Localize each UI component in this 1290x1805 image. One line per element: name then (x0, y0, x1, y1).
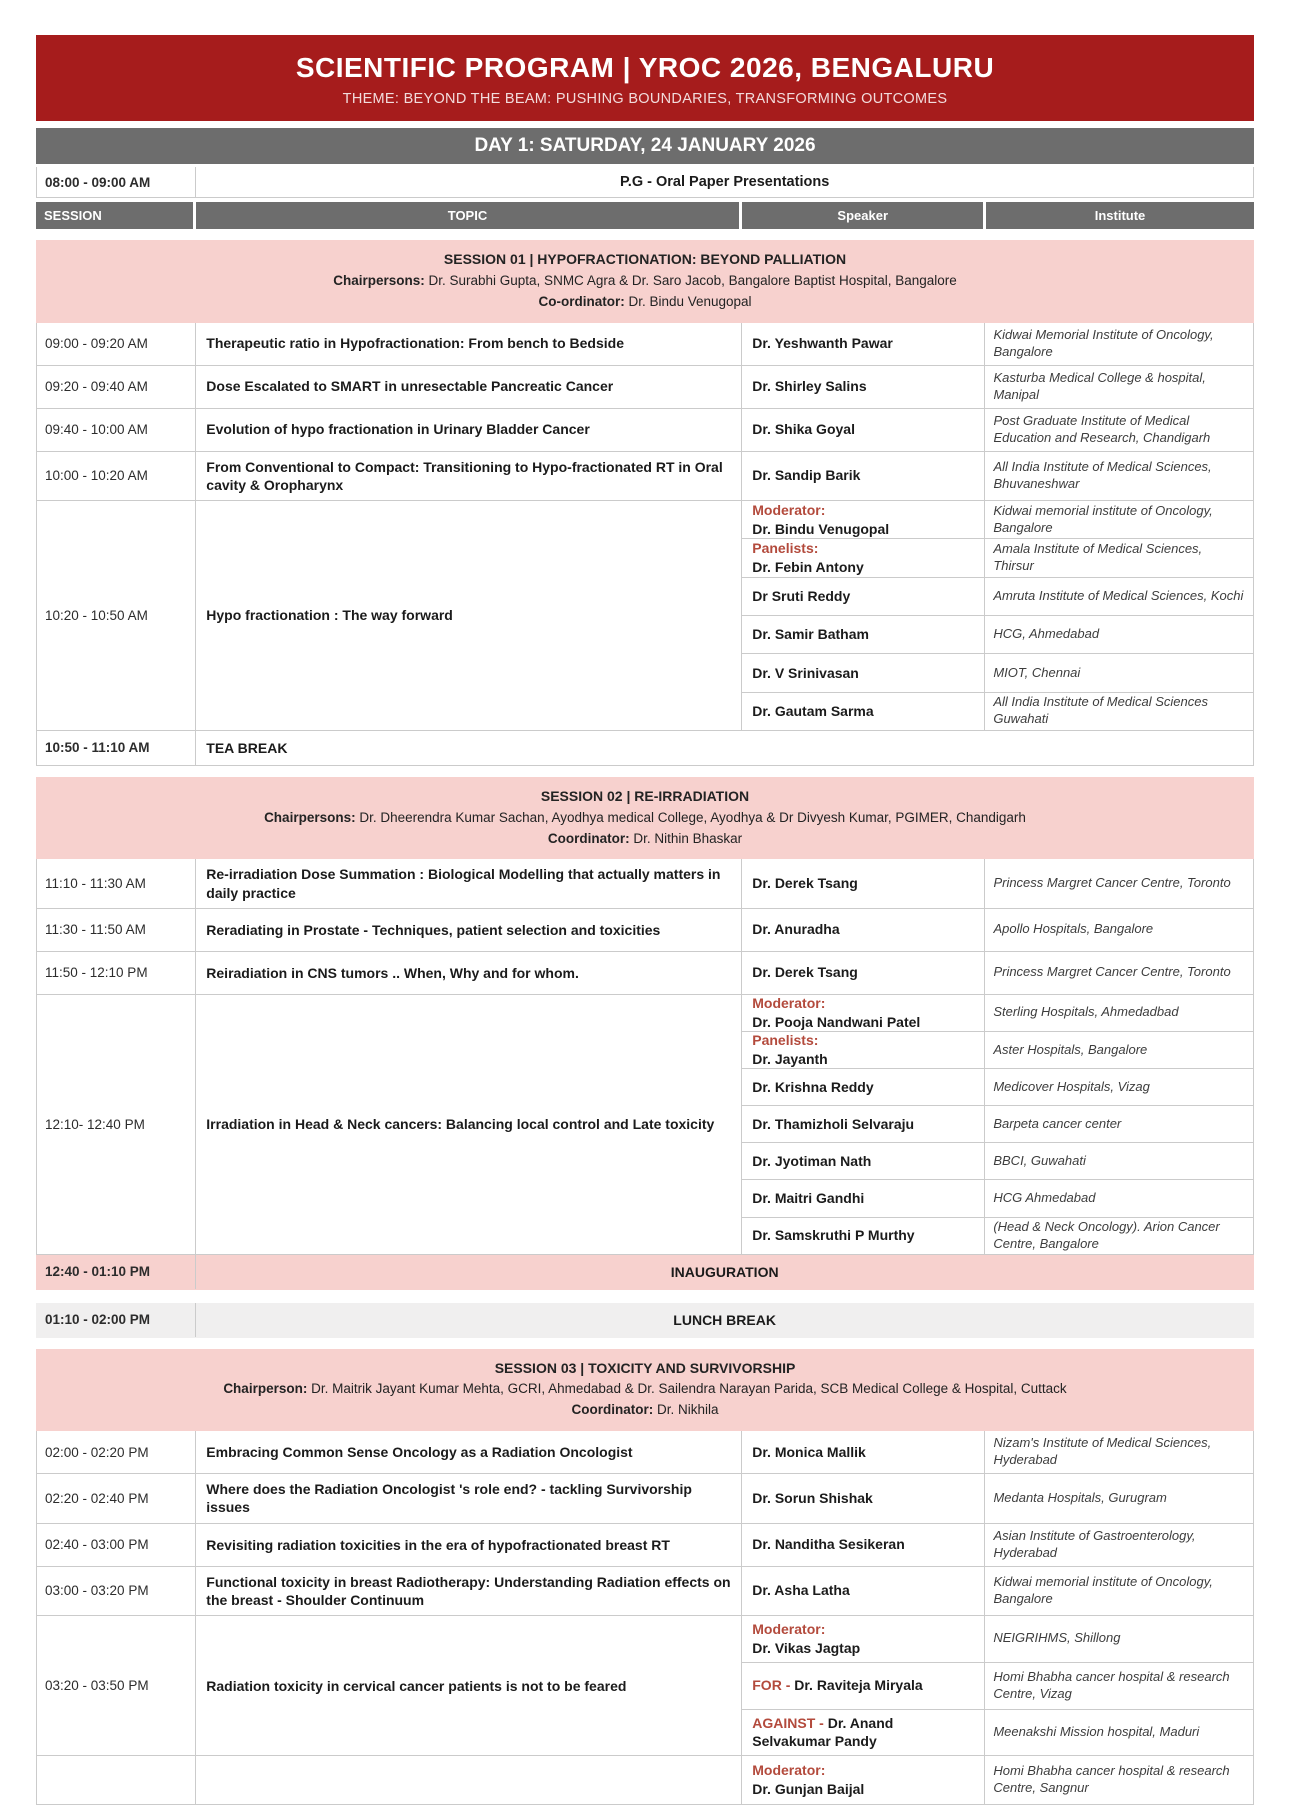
session-role-line: Coordinator: Dr. Nikhila (571, 1402, 719, 1418)
talk-topic: From Conventional to Compact: Transitioning to Hypo-fractionated RT in Oral cavity & Oropharynx (196, 452, 742, 500)
panel-member-row (742, 578, 1253, 616)
session-header-band (36, 777, 1254, 860)
panel-member-institute: (Head & Neck Oncology). Arion Cancer Centre, Bangalore (993, 1218, 1220, 1251)
panel-member-row (742, 654, 1253, 692)
panel-member-institute: Barpeta cancer center (993, 1115, 1122, 1131)
session-title: SESSION 02 | RE-IRRADIATION (540, 787, 750, 804)
session-title: SESSION 03 | TOXICITY AND SURVIVORSHIP (494, 1359, 796, 1376)
panel-row (36, 1756, 1254, 1805)
panel-member-institute: MIOT, Chennai (993, 664, 1081, 680)
pre-session-text: P.G - Oral Paper Presentations (620, 174, 830, 190)
session-role-line: Chairperson: Dr. Maitrik Jayant Kumar Mehta, GCRI, Ahmedabad & Dr. Sailendra Narayan Parida, SCB Medical College & Hospital, Cuttack (223, 1381, 1067, 1397)
panel-member-text (752, 587, 850, 606)
talk-speaker: Dr. Derek Tsang (742, 859, 985, 907)
talk-time: 11:10 - 11:30 AM (37, 859, 196, 907)
break-time: 10:50 - 11:10 AM (37, 731, 196, 765)
talk-institute: Kasturba Medical College & hospital, Manipal (993, 369, 1206, 402)
panel-member-speaker (742, 578, 985, 615)
panel-member-name: Dr. Samskruthi P Murthy (752, 1227, 915, 1244)
column-header-row (36, 202, 1254, 229)
session-role-line: Chairpersons: Dr. Dheerendra Kumar Sachan, Ayodhya medical College, Ayodhya & Dr Divyesh Kumar, PGIMER, Chandigarh (264, 809, 1026, 825)
talk-speaker: Dr. Yeshwanth Pawar (742, 323, 985, 365)
talk-institute: Asian Institute of Gastroenterology, Hyderabad (993, 1527, 1196, 1560)
panel-member-row (742, 1218, 1253, 1254)
panel-member-name: Dr. Samir Batham (752, 626, 869, 643)
panel-topic (196, 1756, 742, 1804)
talk-institute: Medanta Hospitals, Gurugram (993, 1490, 1167, 1505)
panel-member-name: Dr. Pooja Nandwani Patel (752, 1013, 921, 1030)
panel-member-name: Dr. V Srinivasan (752, 664, 859, 681)
talk-row (36, 1567, 1254, 1616)
talk-row (36, 1524, 1254, 1567)
talk-time: 03:00 - 03:20 PM (37, 1567, 196, 1615)
panel-member-institute: Medicover Hospitals, Vizag (993, 1078, 1150, 1094)
panel-row (36, 501, 1254, 731)
session-header-band (36, 1349, 1254, 1432)
column-header-institute: Institute (986, 202, 1254, 229)
panel-member-name: Dr. Bindu Venugopal (752, 520, 890, 537)
panel-member-row (742, 1756, 1253, 1804)
panel-member-institute: HCG Ahmedabad (993, 1190, 1096, 1206)
panel-member-name: Dr. Anand Selvakumar Pandy (752, 1714, 894, 1750)
panel-member-row (742, 1106, 1253, 1143)
break-time: 01:10 - 02:00 PM (37, 1303, 196, 1337)
talk-time: 11:50 - 12:10 PM (37, 952, 196, 994)
break-label: INAUGURATION (670, 1263, 779, 1280)
panel-topic: Radiation toxicity in cervical cancer patients is not to be feared (196, 1616, 742, 1755)
talk-institute: Apollo Hospitals, Bangalore (993, 921, 1154, 937)
panel-member-text (752, 1761, 864, 1799)
talk-topic: Therapeutic ratio in Hypofractionation: From bench to Bedside (196, 323, 742, 365)
panel-member-speaker (742, 501, 985, 538)
talk-time: 10:00 - 10:20 AM (37, 452, 196, 500)
talk-topic: Embracing Common Sense Oncology as a Radiation Oncologist (196, 1431, 742, 1473)
page-title: SCIENTIFIC PROGRAM | YROC 2026, BENGALURU (295, 52, 995, 83)
panel-topic: Irradiation in Head & Neck cancers: Balancing local control and Late toxicity (196, 995, 742, 1254)
panel-member-institute: Aster Hospitals, Bangalore (993, 1041, 1148, 1057)
panel-member-institute: Amala Institute of Medical Sciences, Thirsur (993, 541, 1203, 573)
talk-topic: Dose Escalated to SMART in unresectable Pancreatic Cancer (196, 366, 742, 408)
panel-time: 12:10- 12:40 PM (37, 995, 196, 1254)
talk-time: 09:00 - 09:20 AM (37, 323, 196, 365)
panel-member-speaker (742, 1069, 985, 1105)
session-role-label: Chairpersons: (264, 809, 356, 825)
panel-member-speaker (742, 1756, 985, 1804)
panel-member-text (752, 702, 873, 721)
talk-speaker: Dr. Sandip Barik (742, 452, 985, 500)
panel-member-institute: Kidwai memorial institute of Oncology, Bangalore (993, 502, 1213, 535)
panel-member-row (742, 1710, 1253, 1756)
panel-member-text (752, 1078, 873, 1097)
panel-role-label: Moderator: (752, 995, 826, 1011)
panel-member-institute: Amruta Institute of Medical Sciences, Kochi (993, 587, 1244, 603)
talk-speaker: Dr. Monica Mallik (742, 1431, 985, 1473)
panel-member-text (752, 994, 920, 1032)
panel-member-speaker (742, 1710, 985, 1756)
panel-member-speaker (742, 693, 985, 730)
session-role-label: Chairperson: (223, 1381, 308, 1397)
talk-row (36, 859, 1254, 908)
panel-topic: Hypo fractionation : The way forward (196, 501, 742, 730)
panel-member-speaker (742, 539, 985, 576)
session-role-line: Coordinator: Dr. Nithin Bhaskar (547, 830, 743, 846)
talk-institute: Post Graduate Institute of Medical Education and Research, Chandigarh (993, 412, 1211, 445)
session-role-line: Co-ordinator: Dr. Bindu Venugopal (538, 293, 752, 309)
panel-member-text (752, 1714, 974, 1752)
panel-member-text (752, 1115, 914, 1134)
talk-institute: Princess Margret Cancer Centre, Toronto (993, 875, 1231, 891)
talk-row (36, 909, 1254, 952)
panel-member-text (752, 664, 859, 683)
panel-role-label: Moderator: (752, 501, 826, 518)
panel-member-institute: Sterling Hospitals, Ahmedadbad (993, 1004, 1179, 1020)
talk-institute: Nizam's Institute of Medical Sciences, Hyderabad (993, 1435, 1212, 1468)
panel-member-institute: NEIGRIHMS, Shillong (993, 1630, 1121, 1646)
panel-member-name: Dr. Maitri Gandhi (752, 1190, 865, 1207)
session-role-label: Co-ordinator: (538, 293, 625, 309)
talk-row (36, 323, 1254, 366)
talk-institute: All India Institute of Medical Sciences, Bhuvaneshwar (993, 458, 1212, 491)
session-role-label: Coordinator: (571, 1402, 654, 1418)
panel-role-label: Moderator: (752, 1621, 826, 1638)
break-row (36, 731, 1254, 766)
break-row (36, 1303, 1254, 1338)
talk-row (36, 409, 1254, 452)
talk-institute: Kidwai Memorial Institute of Oncology, Bangalore (993, 326, 1214, 359)
panel-members-column (742, 501, 1253, 730)
panel-time (37, 1756, 196, 1804)
panel-member-text (752, 1152, 871, 1171)
talk-row (36, 952, 1254, 995)
session-title: SESSION 01 | HYPOFRACTIONATION: BEYOND PALLIATION (443, 251, 847, 267)
panel-member-speaker (742, 995, 985, 1031)
talk-speaker: Dr. Asha Latha (742, 1567, 985, 1615)
talk-time: 11:30 - 11:50 AM (37, 909, 196, 951)
break-label: TEA BREAK (206, 739, 288, 756)
talk-institute: Kidwai memorial institute of Oncology, Bangalore (993, 1573, 1213, 1606)
panel-member-text (752, 1676, 922, 1695)
panel-member-row (742, 1180, 1253, 1217)
panel-role-label: Moderator: (752, 1762, 826, 1779)
talk-time: 02:20 - 02:40 PM (37, 1474, 196, 1522)
break-time: 12:40 - 01:10 PM (37, 1255, 196, 1289)
panel-role-label: AGAINST - (752, 1714, 824, 1731)
panel-member-text (752, 539, 863, 577)
panel-member-row (742, 1663, 1253, 1710)
session-role-label: Coordinator: (547, 830, 630, 846)
session-role-line: Chairpersons: Dr. Surabhi Gupta, SNMC Agra & Dr. Saro Jacob, Bangalore Baptist Hospital, Bangalore (333, 272, 957, 288)
panel-member-speaker (742, 1663, 985, 1709)
panel-member-row (742, 693, 1253, 730)
panel-member-speaker (742, 616, 985, 653)
panel-member-row (742, 1143, 1253, 1180)
panel-members-column (742, 995, 1253, 1254)
panel-member-speaker (742, 1143, 985, 1179)
talk-speaker: Dr. Nanditha Sesikeran (742, 1524, 985, 1566)
panel-member-institute: HCG, Ahmedabad (993, 626, 1100, 642)
column-header-topic: TOPIC (196, 202, 743, 229)
talk-row (36, 1474, 1254, 1523)
panel-member-name: Dr. Febin Antony (752, 558, 864, 575)
panel-member-row (742, 501, 1253, 539)
panel-member-row (742, 616, 1253, 654)
talk-topic: Where does the Radiation Oncologist 's role end? - tackling Survivorship issues (196, 1474, 742, 1522)
pre-session-time: 08:00 - 09:00 AM (37, 167, 196, 197)
break-label: LUNCH BREAK (673, 1311, 776, 1328)
panel-member-text (752, 1226, 914, 1245)
panel-member-name: Dr. Jyotiman Nath (752, 1152, 872, 1169)
panel-members-column (742, 1756, 1253, 1804)
panel-row (36, 1616, 1254, 1756)
talk-row (36, 1431, 1254, 1474)
panel-role-label: Panelists: (752, 1032, 819, 1049)
talk-time: 02:40 - 03:00 PM (37, 1524, 196, 1566)
panel-member-row (742, 1032, 1253, 1069)
panel-member-institute: Homi Bhabha cancer hospital & research Centre, Vizag (993, 1668, 1230, 1701)
panel-member-text (752, 1620, 860, 1658)
column-header-session: SESSION (36, 202, 196, 229)
talk-topic: Functional toxicity in breast Radiotherapy: Understanding Radiation effects on the breast - Shoulder Continuum (196, 1567, 742, 1615)
talk-speaker: Dr. Anuradha (742, 909, 985, 951)
panel-member-institute: Meenakshi Mission hospital, Maduri (993, 1724, 1200, 1740)
panel-member-row (742, 995, 1253, 1032)
panel-member-speaker (742, 1180, 985, 1216)
panel-member-speaker (742, 1032, 985, 1068)
panel-member-institute: Homi Bhabha cancer hospital & research Centre, Sangnur (993, 1763, 1230, 1796)
panel-member-name: Dr. Jayanth (752, 1051, 828, 1068)
panel-member-row (742, 539, 1253, 577)
talk-topic: Reiradiation in CNS tumors .. When, Why and for whom. (196, 952, 742, 994)
panel-member-speaker (742, 1106, 985, 1142)
panel-member-row (742, 1069, 1253, 1106)
talk-row (36, 452, 1254, 501)
panel-member-name: Dr. Thamizholi Selvaraju (752, 1115, 915, 1132)
panel-member-name: Dr Sruti Reddy (752, 587, 851, 604)
panel-member-name: Dr. Vikas Jagtap (752, 1639, 861, 1656)
column-header-speaker: Speaker (742, 202, 986, 229)
panel-row (36, 995, 1254, 1255)
schedule-table (36, 240, 1254, 1805)
panel-member-text (752, 501, 889, 539)
panel-member-speaker (742, 654, 985, 691)
panel-member-text (752, 1031, 827, 1069)
session-role-label: Chairpersons: (333, 272, 425, 288)
talk-topic: Reradiating in Prostate - Techniques, patient selection and toxicities (196, 909, 742, 951)
panel-member-speaker (742, 1218, 985, 1254)
page-subtitle: THEME: BEYOND THE BEAM: PUSHING BOUNDARIES, TRANSFORMING OUTCOMES (342, 91, 948, 107)
panel-time: 10:20 - 10:50 AM (37, 501, 196, 730)
panel-role-label: Panelists: (752, 540, 819, 557)
panel-time: 03:20 - 03:50 PM (37, 1616, 196, 1755)
panel-member-name: Dr. Krishna Reddy (752, 1078, 874, 1095)
panel-member-speaker (742, 1616, 985, 1662)
talk-topic: Evolution of hypo fractionation in Urinary Bladder Cancer (196, 409, 742, 451)
talk-speaker: Dr. Shika Goyal (742, 409, 985, 451)
talk-time: 09:20 - 09:40 AM (37, 366, 196, 408)
panel-role-label: FOR - (752, 1677, 791, 1694)
panel-member-name: Dr. Gautam Sarma (752, 702, 874, 719)
talk-time: 02:00 - 02:20 PM (37, 1431, 196, 1473)
day-banner: DAY 1: SATURDAY, 24 JANUARY 2026 (36, 128, 1254, 164)
talk-speaker: Dr. Derek Tsang (742, 952, 985, 994)
talk-row (36, 366, 1254, 409)
talk-time: 09:40 - 10:00 AM (37, 409, 196, 451)
talk-institute: Princess Margret Cancer Centre, Toronto (993, 964, 1231, 980)
talk-topic: Re-irradiation Dose Summation : Biological Modelling that actually matters in daily practice (196, 859, 742, 907)
panel-member-row (742, 1616, 1253, 1663)
panel-member-name: Dr. Gunjan Baijal (752, 1781, 865, 1798)
talk-speaker: Dr. Sorun Shishak (742, 1474, 985, 1522)
session-header-band (36, 240, 1254, 323)
panel-member-name: Dr. Raviteja Miryala (794, 1677, 923, 1694)
panel-member-institute: BBCI, Guwahati (993, 1152, 1086, 1168)
talk-speaker: Dr. Shirley Salins (742, 366, 985, 408)
panel-member-institute: All India Institute of Medical Sciences Guwahati (993, 694, 1208, 727)
panel-member-text (752, 1189, 864, 1208)
break-row (36, 1255, 1254, 1290)
pre-session-row (36, 167, 1254, 198)
panel-members-column (742, 1616, 1253, 1755)
program-masthead (36, 35, 1254, 121)
talk-topic: Revisiting radiation toxicities in the era of hypofractionated breast RT (196, 1524, 742, 1566)
panel-member-text (752, 625, 869, 644)
